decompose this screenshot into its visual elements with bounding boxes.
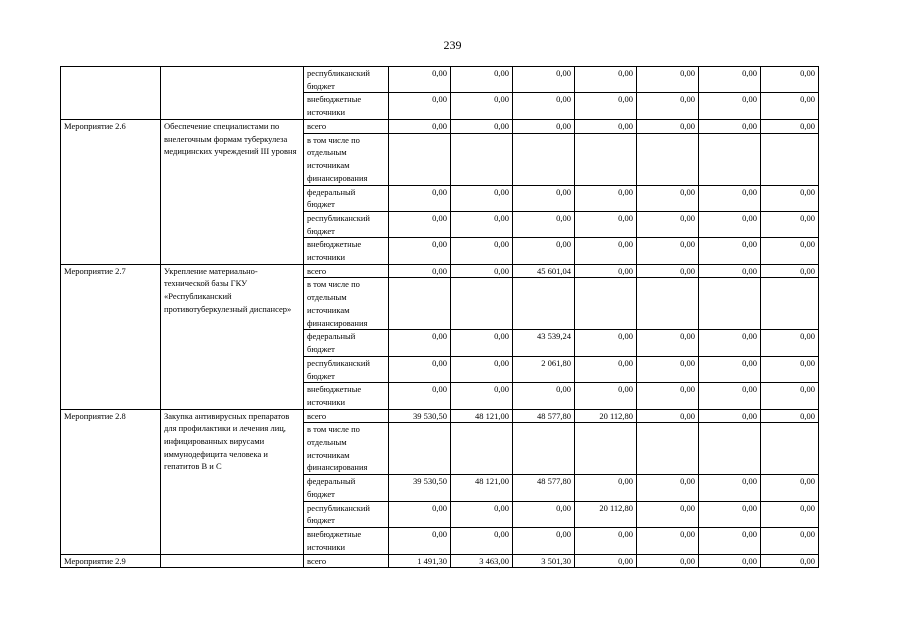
value-cell: 0,00 [513, 185, 575, 211]
source-label: внебюджетные источники [304, 528, 389, 554]
value-cell: 20 112,80 [575, 409, 637, 423]
empty-cell [575, 133, 637, 185]
value-cell: 0,00 [513, 211, 575, 237]
value-cell: 0,00 [513, 119, 575, 133]
value-cell: 0,00 [761, 501, 819, 527]
empty-cell [575, 423, 637, 475]
value-cell: 1 491,30 [389, 554, 451, 568]
empty-cell [513, 423, 575, 475]
source-label: в том числе по отдельным источникам финансирования [304, 423, 389, 475]
source-label: федеральный бюджет [304, 185, 389, 211]
value-cell: 0,00 [389, 238, 451, 264]
value-cell: 0,00 [575, 238, 637, 264]
source-label: в том числе по отдельным источникам финансирования [304, 133, 389, 185]
source-label: федеральный бюджет [304, 475, 389, 501]
value-cell: 0,00 [699, 501, 761, 527]
source-label: всего [304, 409, 389, 423]
value-cell: 0,00 [575, 356, 637, 382]
value-cell: 0,00 [575, 330, 637, 356]
value-cell: 0,00 [761, 119, 819, 133]
value-cell: 43 539,24 [513, 330, 575, 356]
value-cell: 0,00 [451, 211, 513, 237]
value-cell: 0,00 [389, 356, 451, 382]
activity-name: Мероприятие 2.8 [61, 409, 161, 554]
value-cell: 0,00 [637, 501, 699, 527]
value-cell: 0,00 [389, 67, 451, 93]
value-cell: 0,00 [389, 211, 451, 237]
financing-table [60, 66, 819, 568]
value-cell: 20 112,80 [575, 501, 637, 527]
value-cell: 0,00 [761, 475, 819, 501]
value-cell: 0,00 [451, 528, 513, 554]
value-cell: 0,00 [699, 383, 761, 409]
empty-cell [451, 423, 513, 475]
value-cell: 0,00 [637, 211, 699, 237]
source-label: республиканский бюджет [304, 501, 389, 527]
value-cell: 0,00 [699, 119, 761, 133]
activity-description: Закупка антивирусных препаратов для профилактики и лечения лиц, инфицированных вирусами иммунодефицита человека и гепатитов В и С [161, 409, 304, 554]
value-cell: 0,00 [699, 475, 761, 501]
value-cell: 0,00 [761, 211, 819, 237]
value-cell: 0,00 [575, 67, 637, 93]
empty-cell [389, 133, 451, 185]
activity-row [61, 554, 819, 568]
continuation-row [61, 67, 819, 93]
source-label: внебюджетные источники [304, 93, 389, 119]
value-cell: 0,00 [451, 93, 513, 119]
description-cell [161, 67, 304, 120]
value-cell: 48 121,00 [451, 475, 513, 501]
value-cell: 0,00 [575, 185, 637, 211]
value-cell: 0,00 [699, 185, 761, 211]
value-cell: 0,00 [389, 93, 451, 119]
value-cell: 0,00 [575, 554, 637, 568]
value-cell: 45 601,04 [513, 264, 575, 278]
value-cell: 0,00 [637, 67, 699, 93]
value-cell: 0,00 [389, 383, 451, 409]
value-cell: 0,00 [513, 383, 575, 409]
value-cell: 0,00 [575, 211, 637, 237]
value-cell: 0,00 [513, 93, 575, 119]
value-cell: 0,00 [389, 330, 451, 356]
value-cell: 0,00 [389, 185, 451, 211]
value-cell: 0,00 [699, 264, 761, 278]
value-cell: 0,00 [761, 264, 819, 278]
empty-cell [761, 278, 819, 330]
value-cell: 0,00 [575, 264, 637, 278]
value-cell: 0,00 [451, 119, 513, 133]
value-cell: 0,00 [451, 356, 513, 382]
value-cell: 48 121,00 [451, 409, 513, 423]
source-label: всего [304, 554, 389, 568]
value-cell: 0,00 [637, 475, 699, 501]
activity-name: Мероприятие 2.6 [61, 119, 161, 264]
empty-cell [699, 423, 761, 475]
value-cell: 0,00 [699, 211, 761, 237]
value-cell: 0,00 [761, 238, 819, 264]
value-cell: 0,00 [575, 528, 637, 554]
value-cell: 0,00 [575, 475, 637, 501]
value-cell: 0,00 [761, 330, 819, 356]
value-cell: 0,00 [451, 67, 513, 93]
value-cell: 0,00 [761, 383, 819, 409]
value-cell: 0,00 [699, 554, 761, 568]
empty-cell [513, 133, 575, 185]
source-label: республиканский бюджет [304, 211, 389, 237]
value-cell: 0,00 [451, 238, 513, 264]
value-cell: 0,00 [637, 356, 699, 382]
value-cell: 0,00 [451, 185, 513, 211]
source-label: всего [304, 264, 389, 278]
value-cell: 0,00 [451, 264, 513, 278]
source-label: внебюджетные источники [304, 383, 389, 409]
page-number: 239 [443, 38, 462, 52]
value-cell: 0,00 [637, 409, 699, 423]
activity-description: Обеспечение специалистами по внелегочным формам туберкулеза медицинских учреждений III уровня [161, 119, 304, 264]
value-cell: 39 530,50 [389, 475, 451, 501]
value-cell: 3 501,30 [513, 554, 575, 568]
empty-cell [451, 278, 513, 330]
value-cell: 0,00 [699, 238, 761, 264]
empty-cell [637, 278, 699, 330]
value-cell: 0,00 [699, 528, 761, 554]
activity-cell [61, 67, 161, 120]
value-cell: 0,00 [513, 67, 575, 93]
value-cell: 0,00 [451, 330, 513, 356]
value-cell: 0,00 [637, 264, 699, 278]
empty-cell [513, 278, 575, 330]
value-cell: 2 061,80 [513, 356, 575, 382]
value-cell: 0,00 [637, 528, 699, 554]
empty-cell [389, 423, 451, 475]
value-cell: 0,00 [761, 67, 819, 93]
empty-cell [389, 278, 451, 330]
empty-cell [761, 133, 819, 185]
activity-row [61, 264, 819, 278]
value-cell: 0,00 [699, 93, 761, 119]
value-cell: 0,00 [637, 185, 699, 211]
value-cell: 0,00 [451, 501, 513, 527]
empty-cell [637, 133, 699, 185]
value-cell: 0,00 [637, 554, 699, 568]
value-cell: 0,00 [389, 501, 451, 527]
source-label: внебюджетные источники [304, 238, 389, 264]
value-cell: 0,00 [637, 238, 699, 264]
activity-name: Мероприятие 2.9 [61, 554, 161, 568]
value-cell: 0,00 [637, 93, 699, 119]
source-label: федеральный бюджет [304, 330, 389, 356]
value-cell: 48 577,80 [513, 475, 575, 501]
empty-cell [637, 423, 699, 475]
value-cell: 0,00 [451, 383, 513, 409]
source-label: республиканский бюджет [304, 67, 389, 93]
value-cell: 0,00 [761, 409, 819, 423]
activity-row [61, 409, 819, 423]
empty-cell [451, 133, 513, 185]
value-cell: 48 577,80 [513, 409, 575, 423]
value-cell: 0,00 [513, 501, 575, 527]
value-cell: 0,00 [575, 383, 637, 409]
value-cell: 0,00 [513, 528, 575, 554]
activity-name: Мероприятие 2.7 [61, 264, 161, 409]
value-cell: 0,00 [699, 67, 761, 93]
empty-cell [575, 278, 637, 330]
activity-description [161, 554, 304, 568]
value-cell: 0,00 [575, 119, 637, 133]
activity-description: Укрепление материально-технической базы ГКУ «Республиканский противотуберкулезный диспансер» [161, 264, 304, 409]
value-cell: 0,00 [575, 93, 637, 119]
value-cell: 0,00 [699, 330, 761, 356]
empty-cell [761, 423, 819, 475]
value-cell: 0,00 [761, 554, 819, 568]
value-cell: 0,00 [699, 356, 761, 382]
value-cell: 39 530,50 [389, 409, 451, 423]
value-cell: 0,00 [513, 238, 575, 264]
value-cell: 0,00 [389, 119, 451, 133]
value-cell: 0,00 [637, 383, 699, 409]
empty-cell [699, 278, 761, 330]
source-label: всего [304, 119, 389, 133]
value-cell: 0,00 [761, 528, 819, 554]
value-cell: 0,00 [637, 330, 699, 356]
value-cell: 0,00 [761, 356, 819, 382]
source-label: республиканский бюджет [304, 356, 389, 382]
value-cell: 0,00 [389, 528, 451, 554]
value-cell: 0,00 [761, 93, 819, 119]
source-label: в том числе по отдельным источникам финансирования [304, 278, 389, 330]
value-cell: 0,00 [389, 264, 451, 278]
empty-cell [699, 133, 761, 185]
value-cell: 0,00 [761, 185, 819, 211]
activity-row [61, 119, 819, 133]
value-cell: 0,00 [637, 119, 699, 133]
value-cell: 3 463,00 [451, 554, 513, 568]
value-cell: 0,00 [699, 409, 761, 423]
